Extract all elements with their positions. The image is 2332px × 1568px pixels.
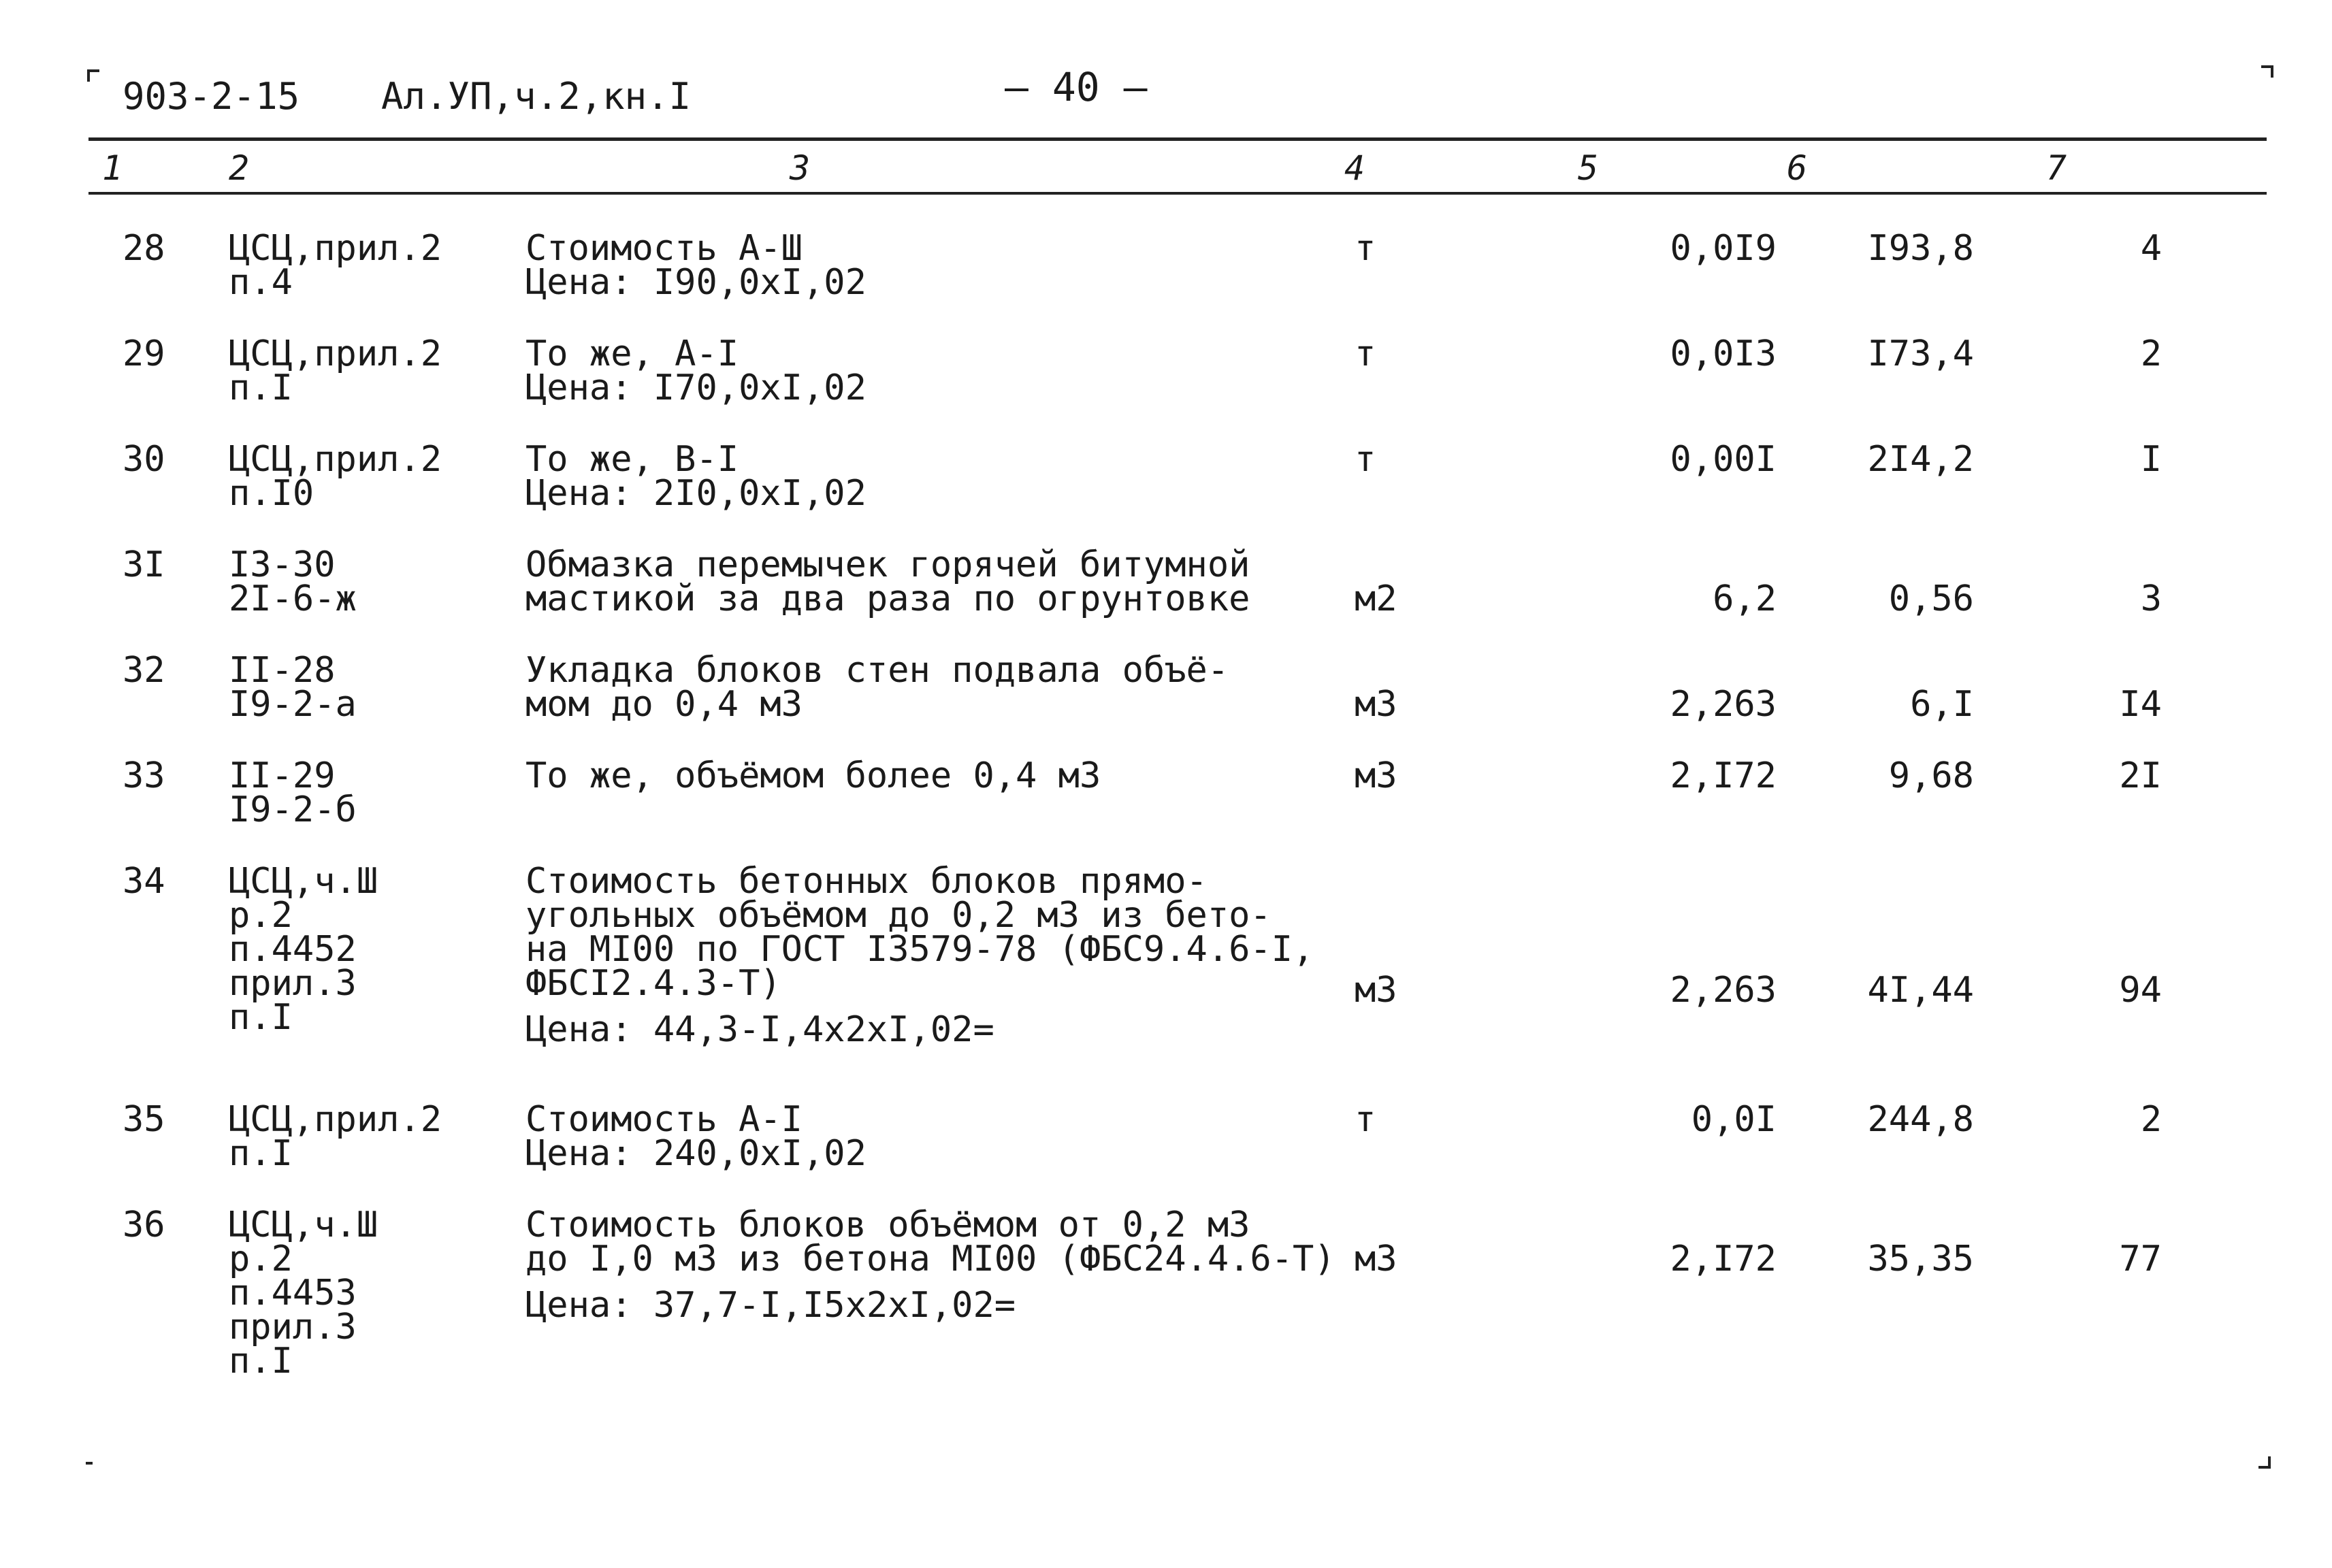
- quantity: 0,0I3: [1670, 333, 1777, 374]
- work-description-line: Укладка блоков стен подвала объё-: [525, 650, 1229, 691]
- quantity: 6,2: [1713, 578, 1777, 619]
- work-description-line: То же, В-I: [525, 439, 739, 480]
- work-description: [525, 650, 1383, 725]
- total-cost: I: [2140, 439, 2162, 480]
- norm-reference-line: I9-2-а: [229, 684, 357, 725]
- unit-price: I93,8: [1867, 228, 1974, 269]
- norm-reference: [229, 861, 487, 1038]
- column-number-6: 6: [1787, 148, 1808, 188]
- norm-reference: [229, 544, 487, 619]
- work-description: [525, 228, 1383, 303]
- total-cost: 2I: [2119, 755, 2162, 796]
- norm-reference-line: ЦСЦ,ч.Ш: [229, 861, 378, 902]
- norm-reference-line: п.4453: [229, 1273, 357, 1313]
- total-cost: I4: [2119, 684, 2162, 725]
- work-description: [525, 1205, 1383, 1326]
- work-description-line: Обмазка перемычек горячей битумной: [525, 544, 1250, 585]
- norm-reference-line: I9-2-б: [229, 789, 357, 830]
- norm-reference-line: ЦСЦ,прил.2: [229, 333, 442, 374]
- work-description-line: на МI00 по ГОСТ I3579-78 (ФБС9.4.6-I,: [525, 929, 1314, 970]
- row-number: 30: [123, 439, 165, 480]
- work-description: [525, 333, 1383, 408]
- total-cost: 2: [2140, 333, 2162, 374]
- work-description-line: мастикой за два раза по огрунтовке: [525, 578, 1250, 619]
- row-number: 36: [123, 1205, 165, 1245]
- work-description-line: Цена: I70,0хI,02: [525, 368, 867, 408]
- unit-of-measure: т: [1355, 1099, 1376, 1140]
- norm-reference: [229, 650, 487, 725]
- unit-of-measure: т: [1355, 439, 1376, 480]
- work-description-line: Цена: 240,0хI,02: [525, 1133, 867, 1174]
- norm-reference-line: п.I: [229, 1133, 293, 1174]
- quantity: 2,263: [1670, 970, 1777, 1011]
- corner-mark-top-right: [2261, 65, 2273, 78]
- norm-reference: [229, 439, 487, 514]
- row-number: 33: [123, 755, 165, 796]
- unit-of-measure: т: [1355, 228, 1376, 269]
- norm-reference: [229, 1205, 487, 1382]
- quantity: 2,I72: [1670, 755, 1777, 796]
- header-top-rule: [88, 137, 2267, 141]
- unit-of-measure: т: [1355, 333, 1376, 374]
- row-number: 3I: [123, 544, 165, 585]
- norm-reference-line: 2I-6-ж: [229, 578, 357, 619]
- norm-reference-line: п.I0: [229, 473, 314, 514]
- work-description-line: ФБСI2.4.3-Т): [525, 963, 781, 1004]
- column-number-4: 4: [1344, 148, 1365, 188]
- unit-price: 4I,44: [1867, 970, 1974, 1011]
- work-description-line: мом до 0,4 м3: [525, 684, 803, 725]
- quantity: 0,0I: [1691, 1099, 1777, 1140]
- norm-reference-line: р.2: [229, 895, 293, 936]
- unit-price: 244,8: [1867, 1099, 1974, 1140]
- total-cost: 94: [2119, 970, 2162, 1011]
- corner-mark-top-left: [87, 69, 99, 82]
- work-description: [525, 1099, 1383, 1174]
- total-cost: 2: [2140, 1099, 2162, 1140]
- document-code: 903-2-15: [123, 75, 300, 118]
- norm-reference-line: ЦСЦ,прил.2: [229, 439, 442, 480]
- price-formula: Цена: 37,7-I,I5х2хI,02=: [525, 1285, 1016, 1326]
- corner-mark-bottom-left: [86, 1462, 93, 1465]
- work-description: [525, 861, 1383, 1050]
- work-description-line: Стоимость блоков объёмом от 0,2 м3: [525, 1205, 1250, 1245]
- norm-reference: [229, 1099, 487, 1174]
- total-cost: 4: [2140, 228, 2162, 269]
- norm-reference-line: прил.3: [229, 963, 357, 1004]
- row-number: 28: [123, 228, 165, 269]
- header-bottom-rule: [88, 192, 2267, 195]
- unit-of-measure: м3: [1355, 684, 1397, 725]
- norm-reference-line: II-29: [229, 755, 336, 796]
- unit-of-measure: м2: [1355, 578, 1397, 619]
- unit-price: I73,4: [1867, 333, 1974, 374]
- column-number-5: 5: [1578, 148, 1599, 188]
- row-number: 34: [123, 861, 165, 902]
- work-description-line: Цена: I90,0хI,02: [525, 262, 867, 303]
- work-description-line: угольных объёмом до 0,2 м3 из бето-: [525, 895, 1272, 936]
- norm-reference-line: п.I: [229, 997, 293, 1038]
- norm-reference-line: ЦСЦ,прил.2: [229, 228, 442, 269]
- unit-of-measure: м3: [1355, 970, 1397, 1011]
- work-description-line: Стоимость А-Ш: [525, 228, 803, 269]
- norm-reference-line: п.4: [229, 262, 293, 303]
- unit-of-measure: м3: [1355, 755, 1397, 796]
- column-number-2: 2: [229, 148, 250, 188]
- work-description-line: Цена: 2I0,0хI,02: [525, 473, 867, 514]
- column-number-1: 1: [102, 148, 123, 188]
- work-description: [525, 544, 1383, 619]
- work-description-line: до I,0 м3 из бетона МI00 (ФБС24.4.6-Т): [525, 1239, 1335, 1279]
- unit-price: 0,56: [1888, 578, 1974, 619]
- total-cost: 77: [2119, 1239, 2162, 1279]
- unit-price: 2I4,2: [1867, 439, 1974, 480]
- unit-price: 35,35: [1867, 1239, 1974, 1279]
- norm-reference-line: ЦСЦ,прил.2: [229, 1099, 442, 1140]
- norm-reference-line: р.2: [229, 1239, 293, 1279]
- unit-price: 6,I: [1910, 684, 1974, 725]
- unit-of-measure: м3: [1355, 1239, 1397, 1279]
- row-number: 29: [123, 333, 165, 374]
- price-formula: Цена: 44,3-I,4х2хI,02=: [525, 1009, 994, 1050]
- total-cost: 3: [2140, 578, 2162, 619]
- work-description-line: Стоимость А-I: [525, 1099, 803, 1140]
- norm-reference: [229, 228, 487, 303]
- work-description-line: Стоимость бетонных блоков прямо-: [525, 861, 1208, 902]
- work-description: [525, 439, 1383, 514]
- row-number: 32: [123, 650, 165, 691]
- norm-reference-line: п.4452: [229, 929, 357, 970]
- work-description-line: То же, А-I: [525, 333, 739, 374]
- column-number-3: 3: [790, 148, 811, 188]
- norm-reference-line: прил.3: [229, 1307, 357, 1348]
- norm-reference-line: п.I: [229, 1341, 293, 1382]
- norm-reference-line: I3-30: [229, 544, 336, 585]
- corner-mark-bottom-right: [2258, 1456, 2271, 1469]
- norm-reference-line: II-28: [229, 650, 336, 691]
- row-number: 35: [123, 1099, 165, 1140]
- quantity: 0,0I9: [1670, 228, 1777, 269]
- work-description: [525, 755, 1383, 796]
- document-reference: Ал.УП,ч.2,кн.I: [381, 75, 692, 118]
- unit-price: 9,68: [1888, 755, 1974, 796]
- work-description-line: То же, объёмом более 0,4 м3: [525, 755, 1101, 796]
- column-number-7: 7: [2046, 148, 2067, 188]
- quantity: 2,263: [1670, 684, 1777, 725]
- quantity: 2,I72: [1670, 1239, 1777, 1279]
- norm-reference: [229, 755, 487, 830]
- norm-reference: [229, 333, 487, 408]
- quantity: 0,00I: [1670, 439, 1777, 480]
- page-number: — 40 —: [1005, 64, 1148, 110]
- norm-reference-line: п.I: [229, 368, 293, 408]
- norm-reference-line: ЦСЦ,ч.Ш: [229, 1205, 378, 1245]
